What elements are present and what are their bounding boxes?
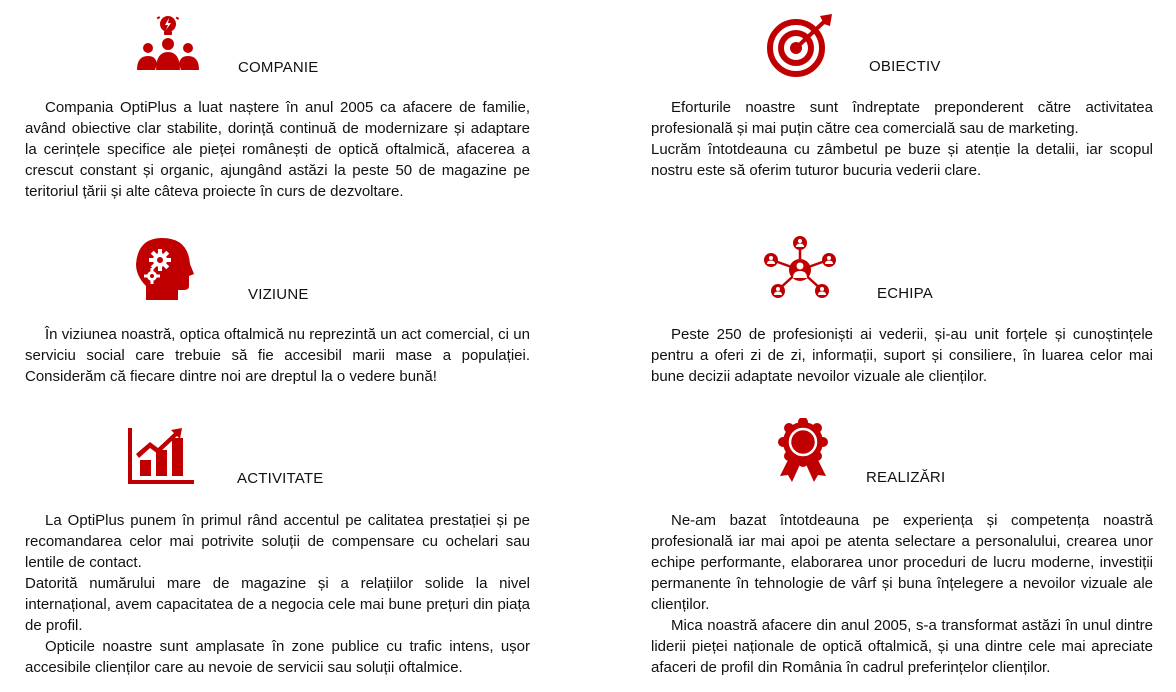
paragraph: În viziunea noastră, optica oftalmică nu reprezintă un act comercial, ci un serviciu social care trebuie să fie accesibil marii mase a populației. Considerăm că fiecare dintre noi are dreptul la o vedere bună! xyxy=(25,326,530,385)
heading-echipa: ECHIPA xyxy=(877,285,933,302)
text-echipa xyxy=(651,324,1153,387)
heading-realizari: REALIZĂRI xyxy=(866,469,946,486)
paragraph: Datorită numărului mare de magazine și a relațiilor solide la nivel internațional, avem capacitatea de a negocia cele mai bune prețuri din piața de profil. xyxy=(25,575,530,634)
growth-chart-icon xyxy=(128,428,194,484)
text-obiectiv xyxy=(651,97,1153,181)
paragraph: La OptiPlus punem în primul rând accentul pe calitatea prestației și pe recomandarea celor mai potrivite soluții de compensare cu ochelari sau lentile de contact. xyxy=(25,512,530,571)
paragraph: Lucrăm întotdeauna cu zâmbetul pe buze și atenție la detalii, iar scopul nostru este să oferim tuturor bucuria vederii clare. xyxy=(651,141,1153,179)
paragraph: Ne-am bazat întotdeauna pe experiența și competența noastră profesională iar mai apoi pe atenta selectare a personalului, crearea unor echipe performante, elaborarea unor proceduri de lucru moderne, investiții permanente în tehnologie de vârf și buna înțelegere a nevoilor vizuale ale clienților. xyxy=(651,512,1153,613)
paragraph: Mica noastră afacere din anul 2005, s-a transformat astăzi în unul dintre liderii pieței naționale de optică oftalmică, și una dintre cele mai apreciate afaceri de profil din România în cadrul preferințelor clienților. xyxy=(651,617,1153,676)
network-people-icon xyxy=(762,236,838,300)
text-realizari xyxy=(651,510,1153,678)
head-gears-icon xyxy=(134,236,194,302)
text-companie xyxy=(25,97,530,202)
heading-viziune: VIZIUNE xyxy=(248,286,309,303)
paragraph: Peste 250 de profesioniști ai vederii, și-au unit forțele și cunoștințele pentru a oferi zi de zi, informații, suport și consiliere, în luarea celor mai bune decizii adaptate nevoilor vizuale ale clienților. xyxy=(651,326,1153,385)
heading-activitate: ACTIVITATE xyxy=(237,470,324,487)
team-idea-icon xyxy=(136,14,200,72)
award-rosette-icon xyxy=(776,418,830,484)
paragraph: Eforturile noastre sunt îndreptate preponderent către activitatea profesională și mai puțin către cea comercială sau de marketing. xyxy=(651,99,1153,137)
heading-companie: COMPANIE xyxy=(238,59,319,76)
paragraph: Compania OptiPlus a luat naștere în anul 2005 ca afacere de familie, având obiective clar stabilite, dorință continuă de modernizare și adaptare la cerințele specifice ale pieței românești de optică oftalmică, afacerea a crescut constant și organic, ajungând astăzi la peste 50 de magazine pe teritoriul țării și alte câteva proiecte în curs de dezvoltare. xyxy=(25,99,530,200)
heading-obiectiv: OBIECTIV xyxy=(869,58,941,75)
target-icon xyxy=(766,14,834,78)
text-activitate xyxy=(25,510,530,678)
paragraph: Opticile noastre sunt amplasate în zone publice cu trafic intens, ușor accesibile clienților care au nevoie de servicii sau soluții oftalmice. xyxy=(25,638,530,676)
text-viziune xyxy=(25,324,530,387)
